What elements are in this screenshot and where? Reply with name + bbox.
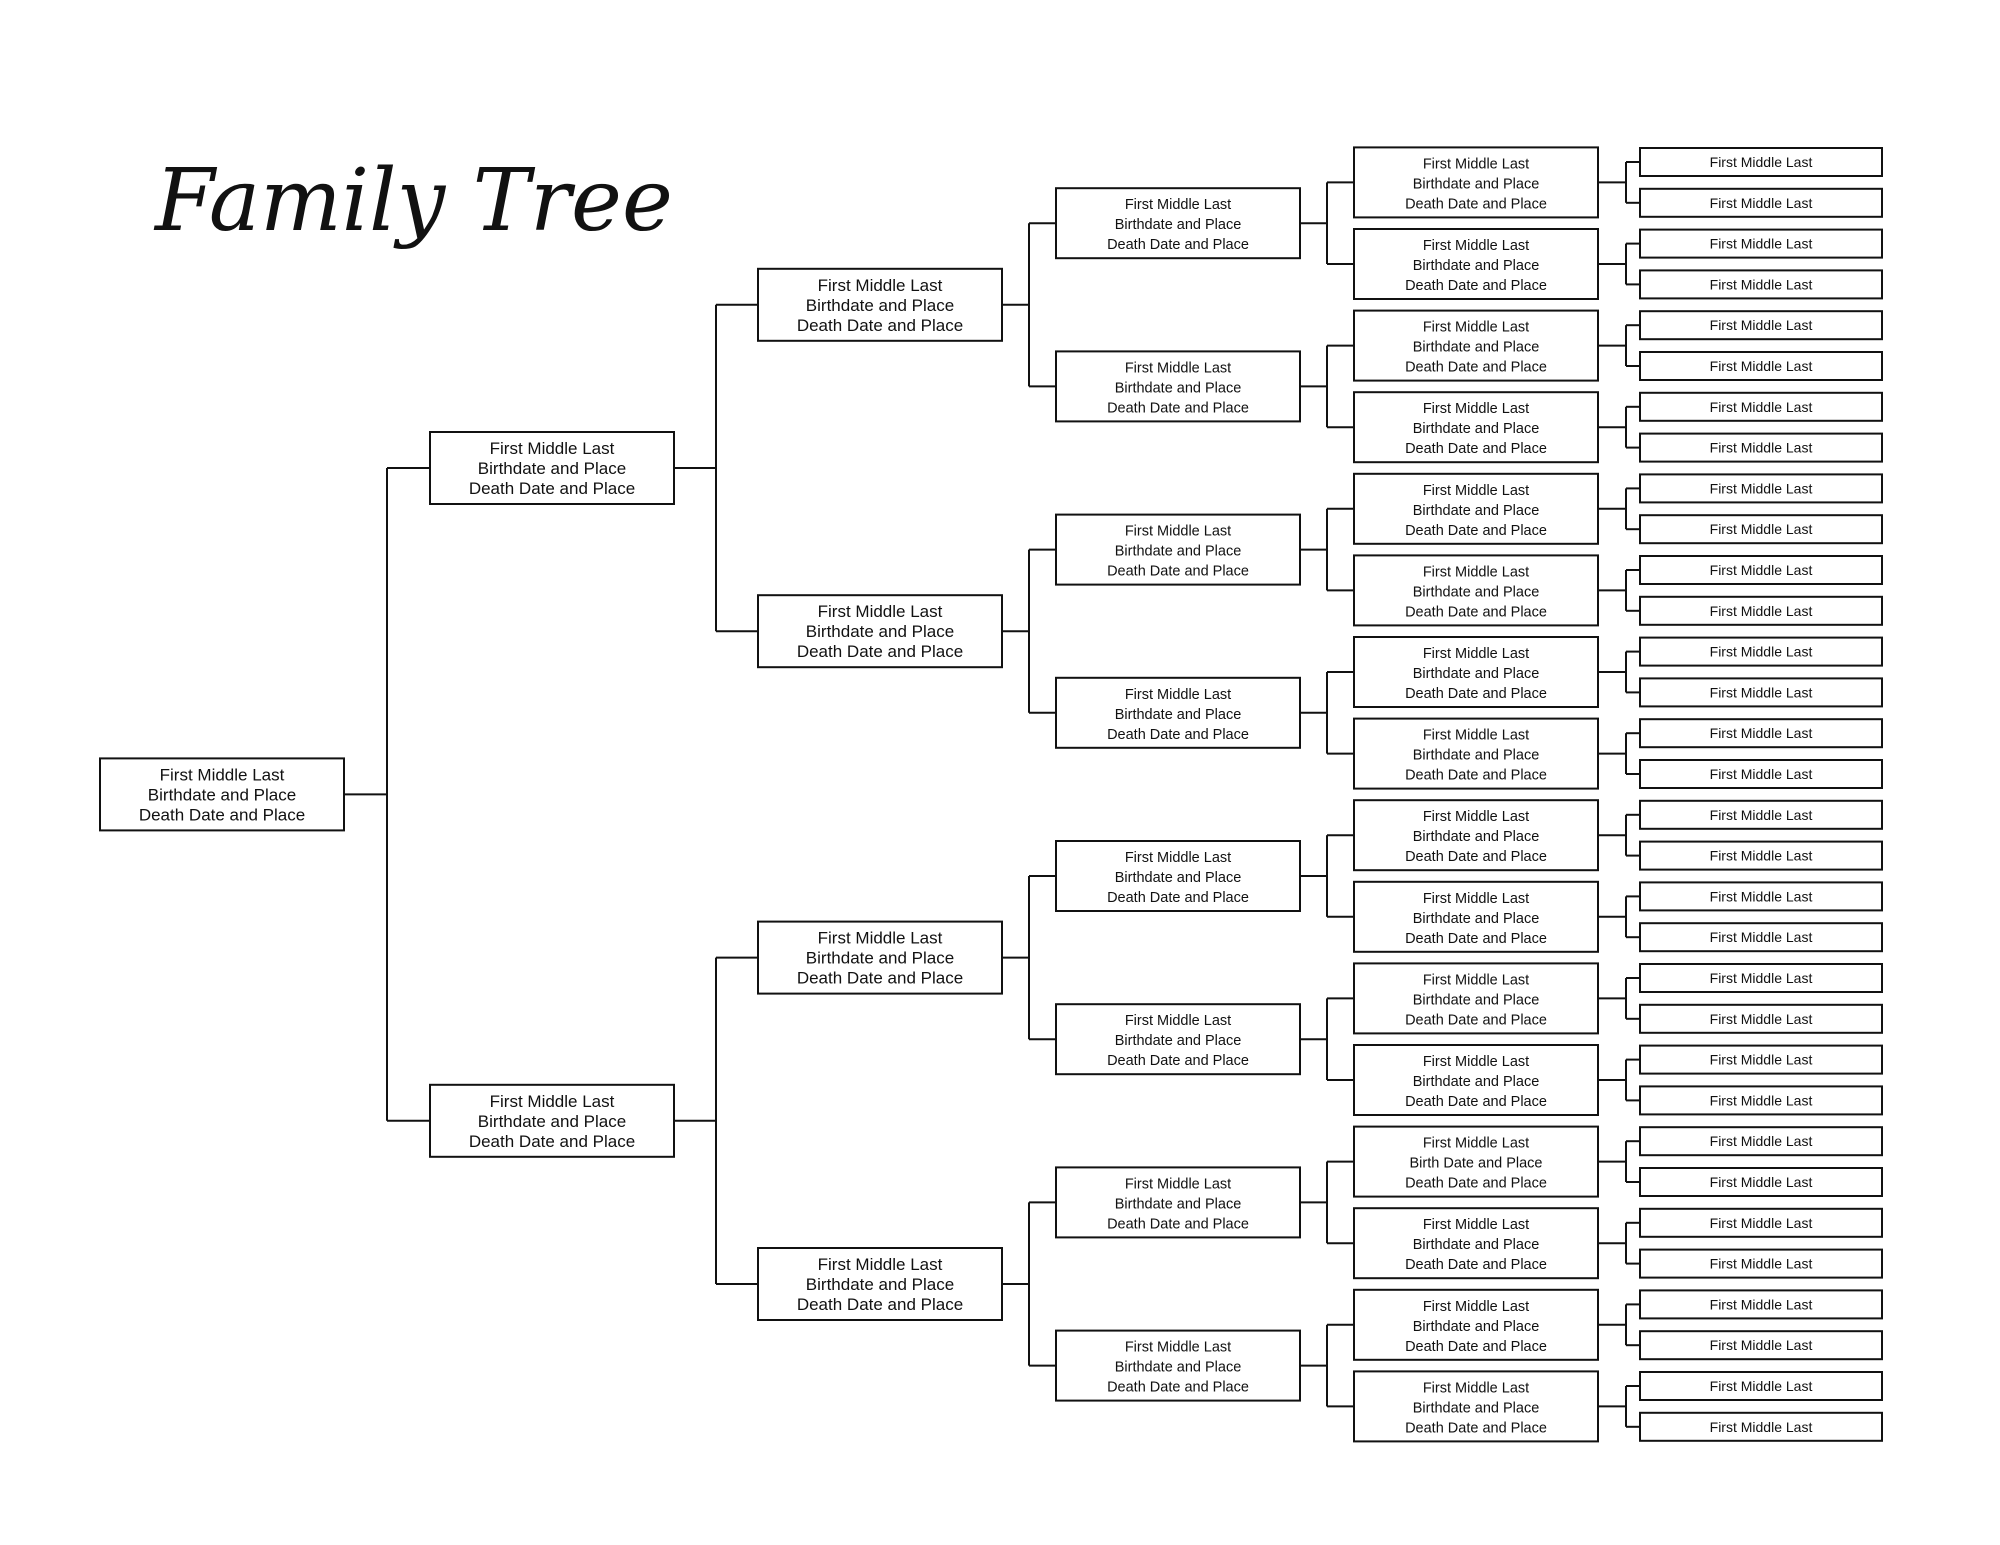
- person-birth: Birthdate and Place: [1412, 1318, 1540, 1335]
- person-box-gen3-4[interactable]: [758, 1248, 1002, 1320]
- person-name: First Middle Last: [1709, 847, 1813, 864]
- person-box-gen6-4[interactable]: [1640, 270, 1882, 298]
- person-name: First Middle Last: [1422, 727, 1530, 744]
- person-box-gen4-4[interactable]: [1056, 678, 1300, 748]
- person-name: First Middle Last: [1709, 480, 1813, 497]
- person-birth: Birthdate and Place: [1114, 1196, 1242, 1213]
- person-box-gen2-2[interactable]: [430, 1085, 674, 1157]
- person-box-gen4-3[interactable]: [1056, 515, 1300, 585]
- person-box-gen5-4[interactable]: [1354, 392, 1598, 462]
- person-name: First Middle Last: [1709, 276, 1813, 293]
- person-name: First Middle Last: [1422, 319, 1530, 336]
- person-name: First Middle Last: [1709, 562, 1813, 578]
- person-name: First Middle Last: [1709, 358, 1813, 374]
- person-box-gen6-24[interactable]: [1640, 1086, 1882, 1114]
- person-name: First Middle Last: [1124, 1339, 1232, 1356]
- person-box-gen5-10[interactable]: [1354, 882, 1598, 952]
- person-name: First Middle Last: [817, 602, 943, 622]
- person-birth: Birthdate and Place: [1412, 258, 1540, 274]
- person-name: First Middle Last: [1709, 602, 1813, 619]
- person-death: Death Date and Place: [1405, 930, 1547, 947]
- person-name: First Middle Last: [1709, 1174, 1813, 1190]
- person-name: First Middle Last: [1422, 972, 1530, 989]
- person-name: First Middle Last: [1422, 564, 1530, 581]
- person-name: First Middle Last: [1422, 482, 1530, 499]
- person-death: Death Date and Place: [1405, 1012, 1547, 1029]
- person-name: First Middle Last: [1709, 1133, 1813, 1150]
- person-death: Death Date and Place: [796, 968, 964, 988]
- person-birth: Birthdate and Place: [1412, 1237, 1540, 1254]
- person-birth: Birth Date and Place: [1409, 1155, 1543, 1172]
- person-box-gen3-3[interactable]: [758, 922, 1002, 994]
- person-birth: Birthdate and Place: [1412, 992, 1540, 1009]
- person-name: First Middle Last: [1709, 521, 1813, 538]
- person-birth: Birthdate and Place: [1412, 421, 1540, 438]
- person-name: First Middle Last: [1422, 401, 1530, 418]
- person-death: Death Date and Place: [796, 315, 964, 335]
- person-birth: Birthdate and Place: [1412, 1074, 1540, 1090]
- person-name: First Middle Last: [1709, 194, 1813, 211]
- person-name: First Middle Last: [1709, 1092, 1813, 1109]
- person-death: Death Date and Place: [1405, 441, 1547, 458]
- person-death: Death Date and Place: [1107, 400, 1249, 417]
- person-name: First Middle Last: [1709, 1010, 1813, 1027]
- person-death: Death Date and Place: [796, 1295, 964, 1314]
- person-death: Death Date and Place: [468, 479, 636, 498]
- person-name: First Middle Last: [1422, 156, 1530, 173]
- person-birth: Birthdate and Place: [1412, 829, 1540, 846]
- person-box-gen6-9[interactable]: [1640, 474, 1882, 502]
- person-box-gen5-3[interactable]: [1354, 311, 1598, 381]
- person-birth: Birthdate and Place: [477, 459, 627, 478]
- person-box-gen6-15[interactable]: [1640, 719, 1882, 747]
- person-box-gen5-1[interactable]: [1354, 147, 1598, 217]
- person-death: Death Date and Place: [1107, 1216, 1249, 1233]
- person-name: First Middle Last: [489, 439, 615, 458]
- person-name: First Middle Last: [1709, 1051, 1813, 1068]
- person-death: Death Date and Place: [1107, 890, 1249, 906]
- person-box-gen6-6[interactable]: [1640, 352, 1882, 380]
- person-box-gen6-2[interactable]: [1640, 189, 1882, 217]
- person-box-gen4-6[interactable]: [1056, 1004, 1300, 1074]
- person-name: First Middle Last: [1124, 1013, 1232, 1030]
- person-death: Death Date and Place: [1405, 767, 1547, 784]
- person-birth: Birthdate and Place: [805, 295, 955, 315]
- person-box-gen4-7[interactable]: [1056, 1167, 1300, 1237]
- person-name: First Middle Last: [1709, 1337, 1813, 1354]
- person-box-gen6-14[interactable]: [1640, 678, 1882, 706]
- person-name: First Middle Last: [1709, 1255, 1813, 1272]
- person-box-gen3-2[interactable]: [758, 595, 1002, 667]
- person-birth: Birthdate and Place: [477, 1111, 627, 1131]
- person-box-gen6-23[interactable]: [1640, 1046, 1882, 1074]
- person-box-gen6-1[interactable]: [1640, 148, 1882, 176]
- person-box-gen5-16[interactable]: [1354, 1371, 1598, 1441]
- person-birth: Birthdate and Place: [1412, 502, 1540, 519]
- person-box-gen6-30[interactable]: [1640, 1331, 1882, 1359]
- person-birth: Birthdate and Place: [1114, 1359, 1242, 1376]
- person-name: First Middle Last: [817, 928, 943, 948]
- person-name: First Middle Last: [1422, 646, 1530, 662]
- person-death: Death Date and Place: [1107, 1379, 1249, 1396]
- person-name: First Middle Last: [1709, 643, 1813, 660]
- person-name: First Middle Last: [1422, 1298, 1530, 1315]
- person-box-gen5-8[interactable]: [1354, 719, 1598, 789]
- person-name: First Middle Last: [1709, 398, 1813, 415]
- person-box-gen4-8[interactable]: [1056, 1331, 1300, 1401]
- person-box-gen6-27[interactable]: [1640, 1209, 1882, 1237]
- person-box-gen5-5[interactable]: [1354, 474, 1598, 544]
- person-death: Death Date and Place: [468, 1131, 636, 1151]
- person-box-gen6-22[interactable]: [1640, 1005, 1882, 1033]
- person-name: First Middle Last: [1709, 154, 1813, 170]
- person-name: First Middle Last: [1709, 317, 1813, 334]
- person-name: First Middle Last: [1709, 684, 1813, 701]
- person-name: First Middle Last: [489, 1091, 615, 1111]
- person-box-gen6-16[interactable]: [1640, 760, 1882, 788]
- person-birth: Birthdate and Place: [1412, 176, 1540, 193]
- person-box-gen5-2[interactable]: [1354, 229, 1598, 299]
- person-box-gen6-17[interactable]: [1640, 801, 1882, 829]
- person-name: First Middle Last: [1709, 1214, 1813, 1231]
- person-name: First Middle Last: [1124, 360, 1232, 377]
- person-birth: Birthdate and Place: [1412, 666, 1540, 682]
- person-name: First Middle Last: [1709, 1378, 1813, 1394]
- person-death: Death Date and Place: [796, 642, 964, 662]
- person-name: First Middle Last: [159, 765, 285, 785]
- person-name: First Middle Last: [1709, 235, 1813, 252]
- person-box-gen6-28[interactable]: [1640, 1250, 1882, 1278]
- person-name: First Middle Last: [1709, 725, 1813, 742]
- person-box-gen4-1[interactable]: [1056, 188, 1300, 258]
- person-box-gen5-9[interactable]: [1354, 800, 1598, 870]
- person-death: Death Date and Place: [1405, 849, 1547, 866]
- person-birth: Birthdate and Place: [1114, 380, 1242, 397]
- person-birth: Birthdate and Place: [1114, 217, 1242, 234]
- person-birth: Birthdate and Place: [1114, 1033, 1242, 1050]
- person-name: First Middle Last: [1709, 888, 1813, 905]
- person-birth: Birthdate and Place: [1412, 910, 1540, 927]
- person-name: First Middle Last: [1422, 238, 1530, 254]
- person-box-gen5-14[interactable]: [1354, 1208, 1598, 1278]
- person-name: First Middle Last: [1422, 1135, 1530, 1152]
- person-death: Death Date and Place: [1107, 563, 1249, 580]
- person-death: Death Date and Place: [1405, 1420, 1547, 1437]
- person-birth: Birthdate and Place: [1114, 870, 1242, 886]
- person-name: First Middle Last: [1709, 439, 1813, 456]
- person-death: Death Date and Place: [1405, 686, 1547, 702]
- person-birth: Birthdate and Place: [1412, 747, 1540, 764]
- person-name: First Middle Last: [1709, 970, 1813, 986]
- person-box-gen6-11[interactable]: [1640, 556, 1882, 584]
- person-birth: Birthdate and Place: [1412, 584, 1540, 601]
- person-name: First Middle Last: [1422, 1217, 1530, 1234]
- person-box-gen6-20[interactable]: [1640, 923, 1882, 951]
- person-birth: Birthdate and Place: [1114, 706, 1242, 723]
- person-death: Death Date and Place: [1405, 522, 1547, 539]
- person-death: Death Date and Place: [1405, 359, 1547, 376]
- person-name: First Middle Last: [1422, 890, 1530, 907]
- person-name: First Middle Last: [1709, 1418, 1813, 1435]
- person-death: Death Date and Place: [1405, 604, 1547, 621]
- person-box-gen6-3[interactable]: [1640, 230, 1882, 258]
- person-name: First Middle Last: [1124, 197, 1232, 214]
- person-name: First Middle Last: [1709, 1296, 1813, 1313]
- person-box-gen5-7[interactable]: [1354, 637, 1598, 707]
- person-death: Death Date and Place: [1107, 726, 1249, 743]
- person-box-gen6-12[interactable]: [1640, 597, 1882, 625]
- person-box-gen5-15[interactable]: [1354, 1290, 1598, 1360]
- person-box-gen3-1[interactable]: [758, 269, 1002, 341]
- person-box-gen6-32[interactable]: [1640, 1413, 1882, 1441]
- person-box-gen6-7[interactable]: [1640, 393, 1882, 421]
- person-death: Death Date and Place: [138, 805, 306, 825]
- person-name: First Middle Last: [1124, 1176, 1232, 1193]
- person-birth: Birthdate and Place: [1412, 339, 1540, 356]
- person-name: First Middle Last: [817, 275, 943, 295]
- person-box-gen6-25[interactable]: [1640, 1127, 1882, 1155]
- person-box-gen6-5[interactable]: [1640, 311, 1882, 339]
- person-box-gen4-2[interactable]: [1056, 351, 1300, 421]
- person-birth: Birthdate and Place: [805, 622, 955, 642]
- person-name: First Middle Last: [1124, 686, 1232, 703]
- person-box-gen6-31[interactable]: [1640, 1372, 1882, 1400]
- person-death: Death Date and Place: [1405, 196, 1547, 213]
- person-box-gen5-6[interactable]: [1354, 555, 1598, 625]
- person-box-gen6-19[interactable]: [1640, 882, 1882, 910]
- person-box-gen5-11[interactable]: [1354, 963, 1598, 1033]
- person-name: First Middle Last: [1422, 1054, 1530, 1070]
- person-birth: Birthdate and Place: [1412, 1400, 1540, 1417]
- person-box-gen4-5[interactable]: [1056, 841, 1300, 911]
- person-box-gen6-10[interactable]: [1640, 515, 1882, 543]
- person-box-gen6-18[interactable]: [1640, 842, 1882, 870]
- person-name: First Middle Last: [1422, 1380, 1530, 1397]
- person-name: First Middle Last: [1709, 766, 1813, 782]
- person-box-gen1-1[interactable]: [100, 758, 344, 830]
- person-death: Death Date and Place: [1107, 237, 1249, 254]
- person-box-gen2-1[interactable]: [430, 432, 674, 504]
- person-box-gen6-26[interactable]: [1640, 1168, 1882, 1196]
- person-box-gen6-29[interactable]: [1640, 1290, 1882, 1318]
- person-name: First Middle Last: [1422, 809, 1530, 826]
- person-death: Death Date and Place: [1405, 1257, 1547, 1274]
- person-box-gen5-12[interactable]: [1354, 1045, 1598, 1115]
- person-name: First Middle Last: [817, 1255, 943, 1274]
- person-birth: Birthdate and Place: [147, 785, 297, 805]
- person-name: First Middle Last: [1709, 929, 1813, 946]
- person-death: Death Date and Place: [1405, 278, 1547, 294]
- person-death: Death Date and Place: [1405, 1338, 1547, 1355]
- person-name: First Middle Last: [1124, 850, 1232, 866]
- page-title: Family Tree: [155, 151, 673, 251]
- person-death: Death Date and Place: [1405, 1094, 1547, 1110]
- person-name: First Middle Last: [1709, 806, 1813, 823]
- person-birth: Birthdate and Place: [805, 1275, 955, 1294]
- person-box-gen5-13[interactable]: [1354, 1127, 1598, 1197]
- person-name: First Middle Last: [1124, 523, 1232, 540]
- person-box-gen6-21[interactable]: [1640, 964, 1882, 992]
- person-box-gen6-8[interactable]: [1640, 434, 1882, 462]
- person-death: Death Date and Place: [1405, 1175, 1547, 1192]
- person-death: Death Date and Place: [1107, 1053, 1249, 1070]
- person-box-gen6-13[interactable]: [1640, 638, 1882, 666]
- person-birth: Birthdate and Place: [805, 948, 955, 968]
- person-birth: Birthdate and Place: [1114, 543, 1242, 560]
